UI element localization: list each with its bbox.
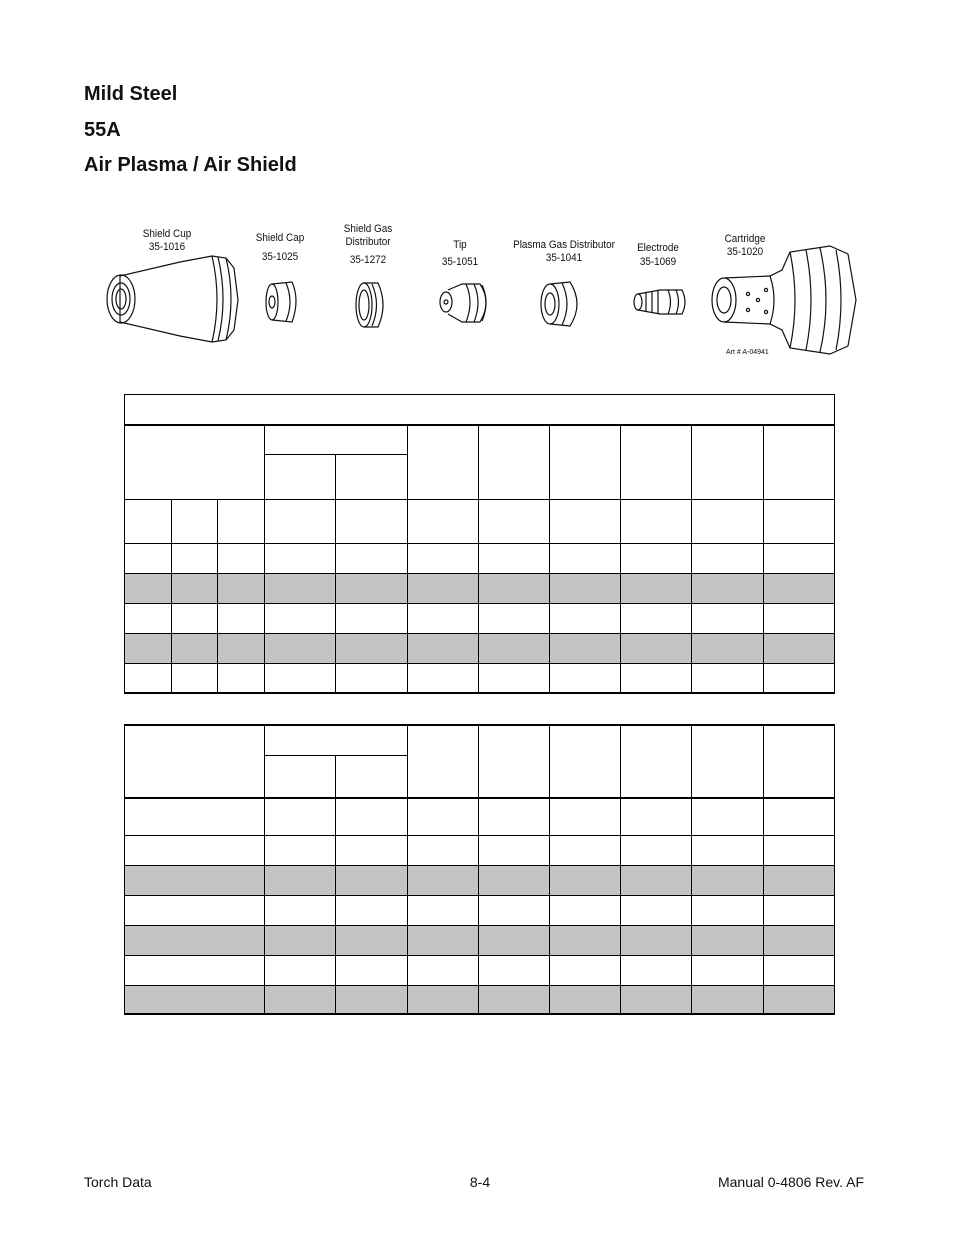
footer-section-title: Torch Data [84,1174,152,1190]
settings-table [124,724,835,1015]
heading-material: Mild Steel [84,83,178,105]
table-row [125,798,835,835]
part-label-cartridge: Cartridge 35-1020 [724,233,766,258]
table-title-row [125,395,835,425]
table-header-row [125,425,835,455]
heading-gas: Air Plasma / Air Shield [84,154,297,176]
table-row [125,925,835,955]
tip-icon [440,284,486,322]
electrode-icon [634,290,685,314]
table-header-row [125,725,835,755]
table-header-row [125,500,835,544]
art-number: Art # A-04941 [726,349,769,356]
table-row [125,895,835,925]
table-row [125,664,835,693]
part-label-plasma-gas-distributor: Plasma Gas Distributor 35-1041 [513,239,615,264]
part-label-shield-gas-distributor: Shield Gas Distributor 35-1272 [343,223,393,266]
table-row [125,604,835,634]
cut-chart-table [124,394,835,694]
table-row [125,955,835,985]
shield-cup-icon [107,256,238,342]
consumables-illustration [0,0,954,380]
part-label-electrode: Electrode 35-1069 [637,242,679,268]
table-row [125,634,835,664]
part-label-tip: Tip 35-1051 [441,239,479,268]
shield-gas-distributor-icon [356,283,383,327]
shield-cap-icon [266,282,296,322]
footer-manual-number: Manual 0-4806 Rev. AF [717,1174,864,1190]
cartridge-icon [712,246,856,354]
table-row [125,865,835,895]
table-row [125,985,835,1014]
part-label-shield-cap: Shield Cap 35-1025 [255,232,305,263]
page-number: 8-4 [469,1174,491,1190]
table-row [125,835,835,865]
plasma-gas-distributor-icon [541,282,577,326]
table-row [125,574,835,604]
heading-amperage: 55A [84,119,121,141]
part-label-shield-cup: Shield Cup 35-1016 [142,228,192,253]
table-row [125,544,835,574]
